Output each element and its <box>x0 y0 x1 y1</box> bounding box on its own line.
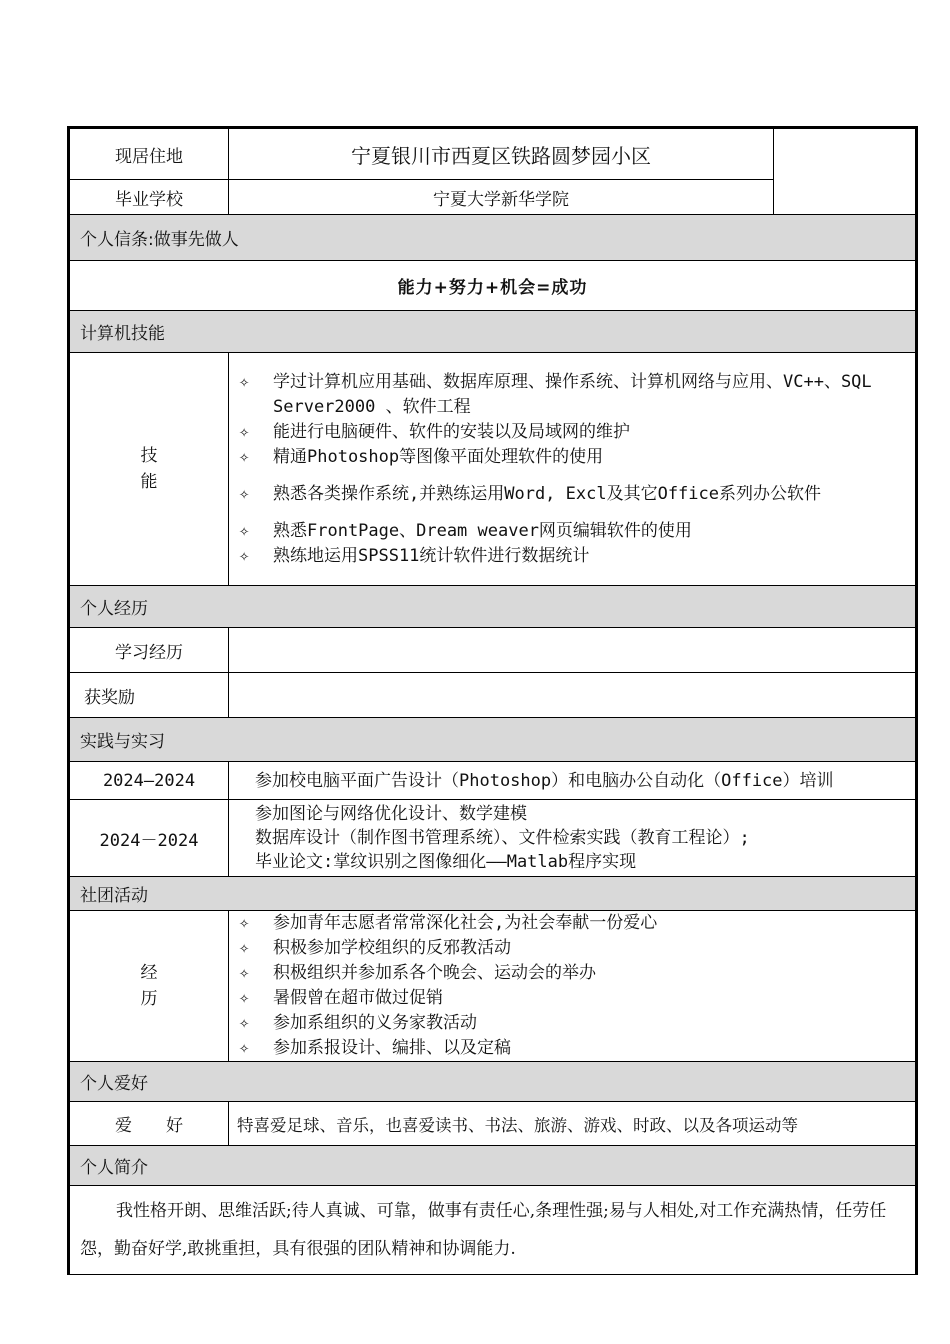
hobbies-label: 爱 好 <box>69 1102 229 1146</box>
diamond-bullet-icon: ✧ <box>239 446 250 467</box>
list-item: ✧ 参加青年志愿者常常深化社会,为社会奉献一份爱心 <box>239 911 915 936</box>
school-label: 毕业学校 <box>69 180 229 215</box>
practice-detail-2 <box>229 800 917 877</box>
photo-cell <box>774 128 917 215</box>
diamond-bullet-icon: ✧ <box>239 371 250 392</box>
skills-label-line2: 能 <box>140 472 158 492</box>
diamond-bullet-icon: ✧ <box>239 938 250 958</box>
hobbies-value: 特喜爱足球、音乐，也喜爱读书、书法、旅游、游戏、时政、以及各项运动等 <box>229 1102 917 1146</box>
list-item: ✧ 熟悉各类操作系统,并熟练运用Word, Excl及其它Office系列办公软件 <box>239 482 915 507</box>
diamond-bullet-icon: ✧ <box>239 963 250 983</box>
awards-label: 获奖励 <box>69 673 229 718</box>
residence-label: 现居住地 <box>69 128 229 180</box>
profile-text: 我性格开朗、思维活跃;待人真诚、可靠，做事有责任心,条理性强;易与人相处,对工作充满热情，任劳任怨，勤奋好学,敢挑重担，具有很强的团队精神和协调能力. <box>69 1186 917 1275</box>
diamond-bullet-icon: ✧ <box>239 421 250 442</box>
skills-list-cell <box>229 353 917 586</box>
practice-line: 数据库设计（制作图书管理系统）、文件检索实践（教育工程论）; <box>255 828 750 848</box>
clubs-label-line1: 经 <box>140 963 158 983</box>
diamond-bullet-icon: ✧ <box>239 988 250 1008</box>
education-label: 学习经历 <box>69 628 229 673</box>
list-item: ✧ 熟练地运用SPSS11统计软件进行数据统计 <box>239 544 915 569</box>
diamond-bullet-icon: ✧ <box>239 1013 250 1033</box>
hobbies-header: 个人爱好 <box>69 1062 917 1102</box>
clubs-header: 社团活动 <box>69 877 917 911</box>
clubs-list <box>229 911 915 1061</box>
list-item: ✧ 熟悉FrontPage、Dream weaver网页编辑软件的使用 <box>239 519 915 544</box>
list-item: ✧ 积极参加学校组织的反邪教活动 <box>239 936 915 961</box>
clubs-list-cell <box>229 911 917 1062</box>
list-item: ✧ 参加系组织的义务家教活动 <box>239 1011 915 1036</box>
skills-label-line1: 技 <box>140 446 158 466</box>
practice-line: 参加图论与网络优化设计、数学建模 <box>255 804 527 824</box>
list-item: ✧ 积极组织并参加系各个晚会、运动会的举办 <box>239 961 915 986</box>
list-item: ✧ 精通Photoshop等图像平面处理软件的使用 <box>239 445 915 470</box>
list-item: ✧ 暑假曾在超市做过促销 <box>239 986 915 1011</box>
list-item: ✧ 参加系报设计、编排、以及定稿 <box>239 1036 915 1061</box>
resume-table <box>67 126 918 1275</box>
list-item: ✧ 能进行电脑硬件、软件的安装以及局域网的维护 <box>239 420 915 445</box>
skills-list <box>229 370 915 569</box>
practice-line: 毕业论文:掌纹识别之图像细化——Matlab程序实现 <box>255 852 637 872</box>
clubs-label-line2: 历 <box>140 989 158 1009</box>
practice-detail-1: 参加校电脑平面广告设计（Photoshop）和电脑办公自动化（Office）培训 <box>229 762 917 800</box>
diamond-bullet-icon: ✧ <box>239 483 250 504</box>
profile-header: 个人简介 <box>69 1146 917 1186</box>
practice-header: 实践与实习 <box>69 718 917 762</box>
practice-period-1: 2024—2024 <box>69 762 229 800</box>
school-value: 宁夏大学新华学院 <box>229 180 774 215</box>
experience-header: 个人经历 <box>69 586 917 628</box>
list-item: ✧ 学过计算机应用基础、数据库原理、操作系统、计算机网络与应用、VC++、SQL Server2000 、软件工程 <box>239 371 872 417</box>
education-value <box>229 628 917 673</box>
residence-value: 宁夏银川市西夏区铁路圆梦园小区 <box>229 128 774 180</box>
diamond-bullet-icon: ✧ <box>239 520 250 541</box>
skills-label <box>69 353 229 586</box>
diamond-bullet-icon: ✧ <box>239 913 250 933</box>
computer-skills-header: 计算机技能 <box>69 311 917 353</box>
awards-value <box>229 673 917 718</box>
motto: 能力+努力+机会=成功 <box>69 261 917 311</box>
diamond-bullet-icon: ✧ <box>239 545 250 566</box>
clubs-label <box>69 911 229 1062</box>
diamond-bullet-icon: ✧ <box>239 1038 250 1058</box>
practice-period-2: 2024－2024 <box>69 800 229 877</box>
creed-header: 个人信条:做事先做人 <box>69 215 917 261</box>
